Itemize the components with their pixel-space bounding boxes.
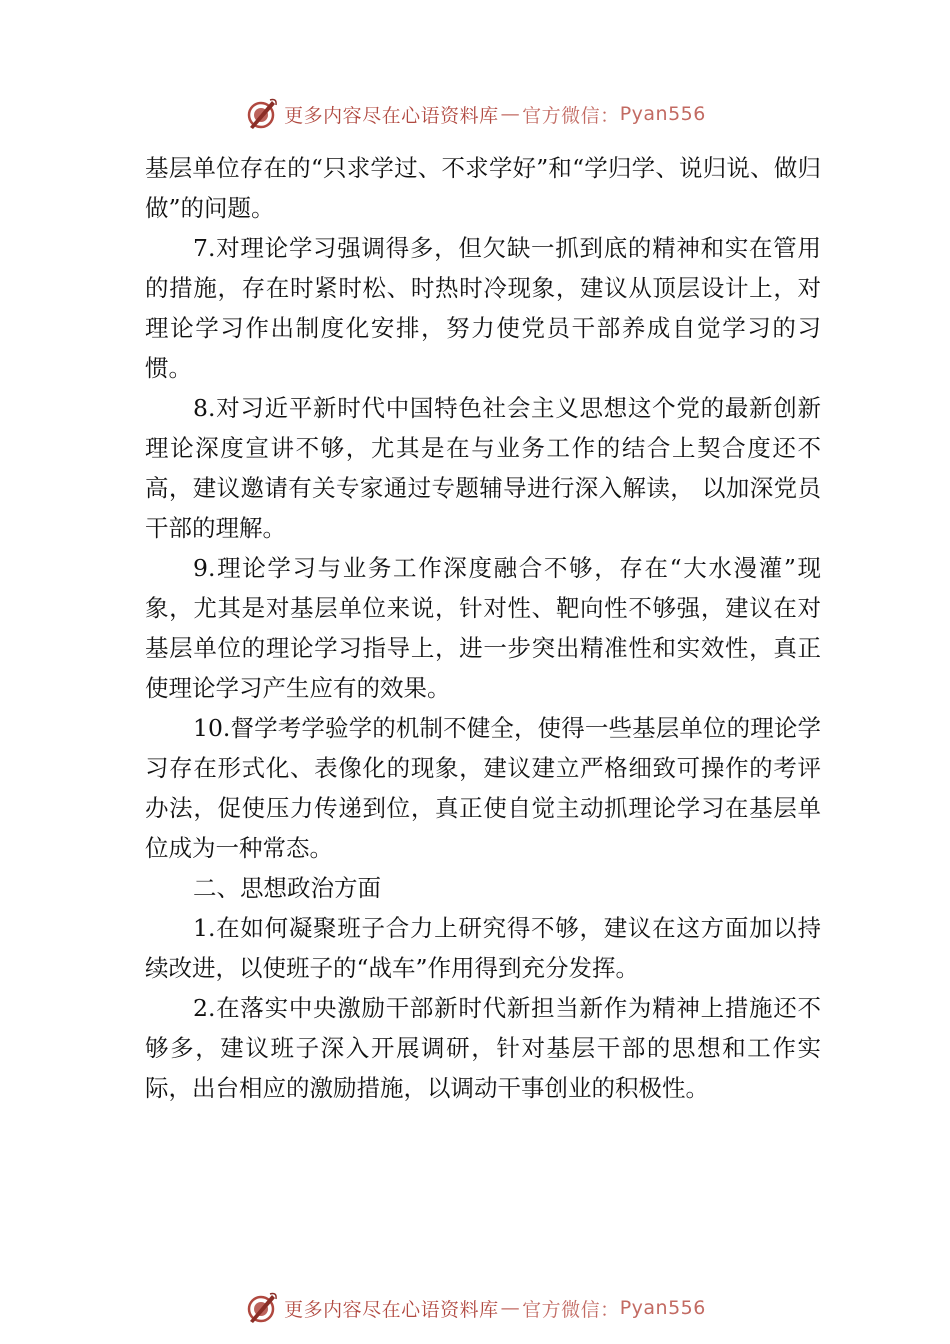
document-body	[145, 148, 821, 1108]
watermark-label: 官方微信：	[522, 104, 620, 127]
footer-watermark	[0, 1288, 950, 1328]
watermark-id: Pyan556	[619, 103, 706, 125]
header-watermark	[0, 94, 950, 134]
watermark-id: Pyan556	[619, 1297, 706, 1319]
section-heading: 二、思想政治方面	[193, 874, 381, 902]
quill-seal-icon	[244, 97, 278, 131]
watermark-separator: —	[500, 1297, 521, 1319]
paragraph-item-10: 10.督学考学验学的机制不健全，使得一些基层单位的理论学习存在形式化、表像化的现象，建议建立严格细致可操作的考评办法，促使压力传递到位，真正使自觉主动抓理论学习在基层单位成为一种常态。	[145, 714, 821, 862]
quill-seal-icon	[244, 1291, 278, 1325]
paragraph-item-9: 9.理论学习与业务工作深度融合不够，存在“大水漫灌”现象，尤其是对基层单位来说，针对性、靶向性不够强，建议在对基层单位的理论学习指导上，进一步突出精准性和实效性，真正使理论学习产生应有的效果。	[145, 554, 821, 702]
paragraph-item-1: 1.在如何凝聚班子合力上研究得不够，建议在这方面加以持续改进，以使班子的“战车”作用得到充分发挥。	[145, 914, 821, 982]
paragraph-item-8: 8.对习近平新时代中国特色社会主义思想这个党的最新创新理论深度宣讲不够，尤其是在与业务工作的结合上契合度还不高，建议邀请有关专家通过专题辅导进行深入解读， 以加深党员干部的理解。	[145, 394, 821, 542]
paragraph-continuation: 基层单位存在的“只求学过、不求学好”和“学归学、说归说、做归做”的问题。	[145, 154, 821, 222]
paragraph-item-7: 7.对理论学习强调得多，但欠缺一抓到底的精神和实在管用的措施，存在时紧时松、时热时冷现象，建议从顶层设计上，对理论学习作出制度化安排，努力使党员干部养成自觉学习的习惯。	[145, 234, 821, 382]
watermark-label: 官方微信：	[522, 1298, 620, 1321]
paragraph-item-2: 2.在落实中央激励干部新时代新担当新作为精神上措施还不够多，建议班子深入开展调研，针对基层干部的思想和工作实际，出台相应的激励措施，以调动干事创业的积极性。	[145, 994, 821, 1102]
watermark-separator: —	[500, 103, 521, 125]
watermark-text: 更多内容尽在心语资料库	[284, 104, 499, 127]
watermark-text: 更多内容尽在心语资料库	[284, 1298, 499, 1321]
